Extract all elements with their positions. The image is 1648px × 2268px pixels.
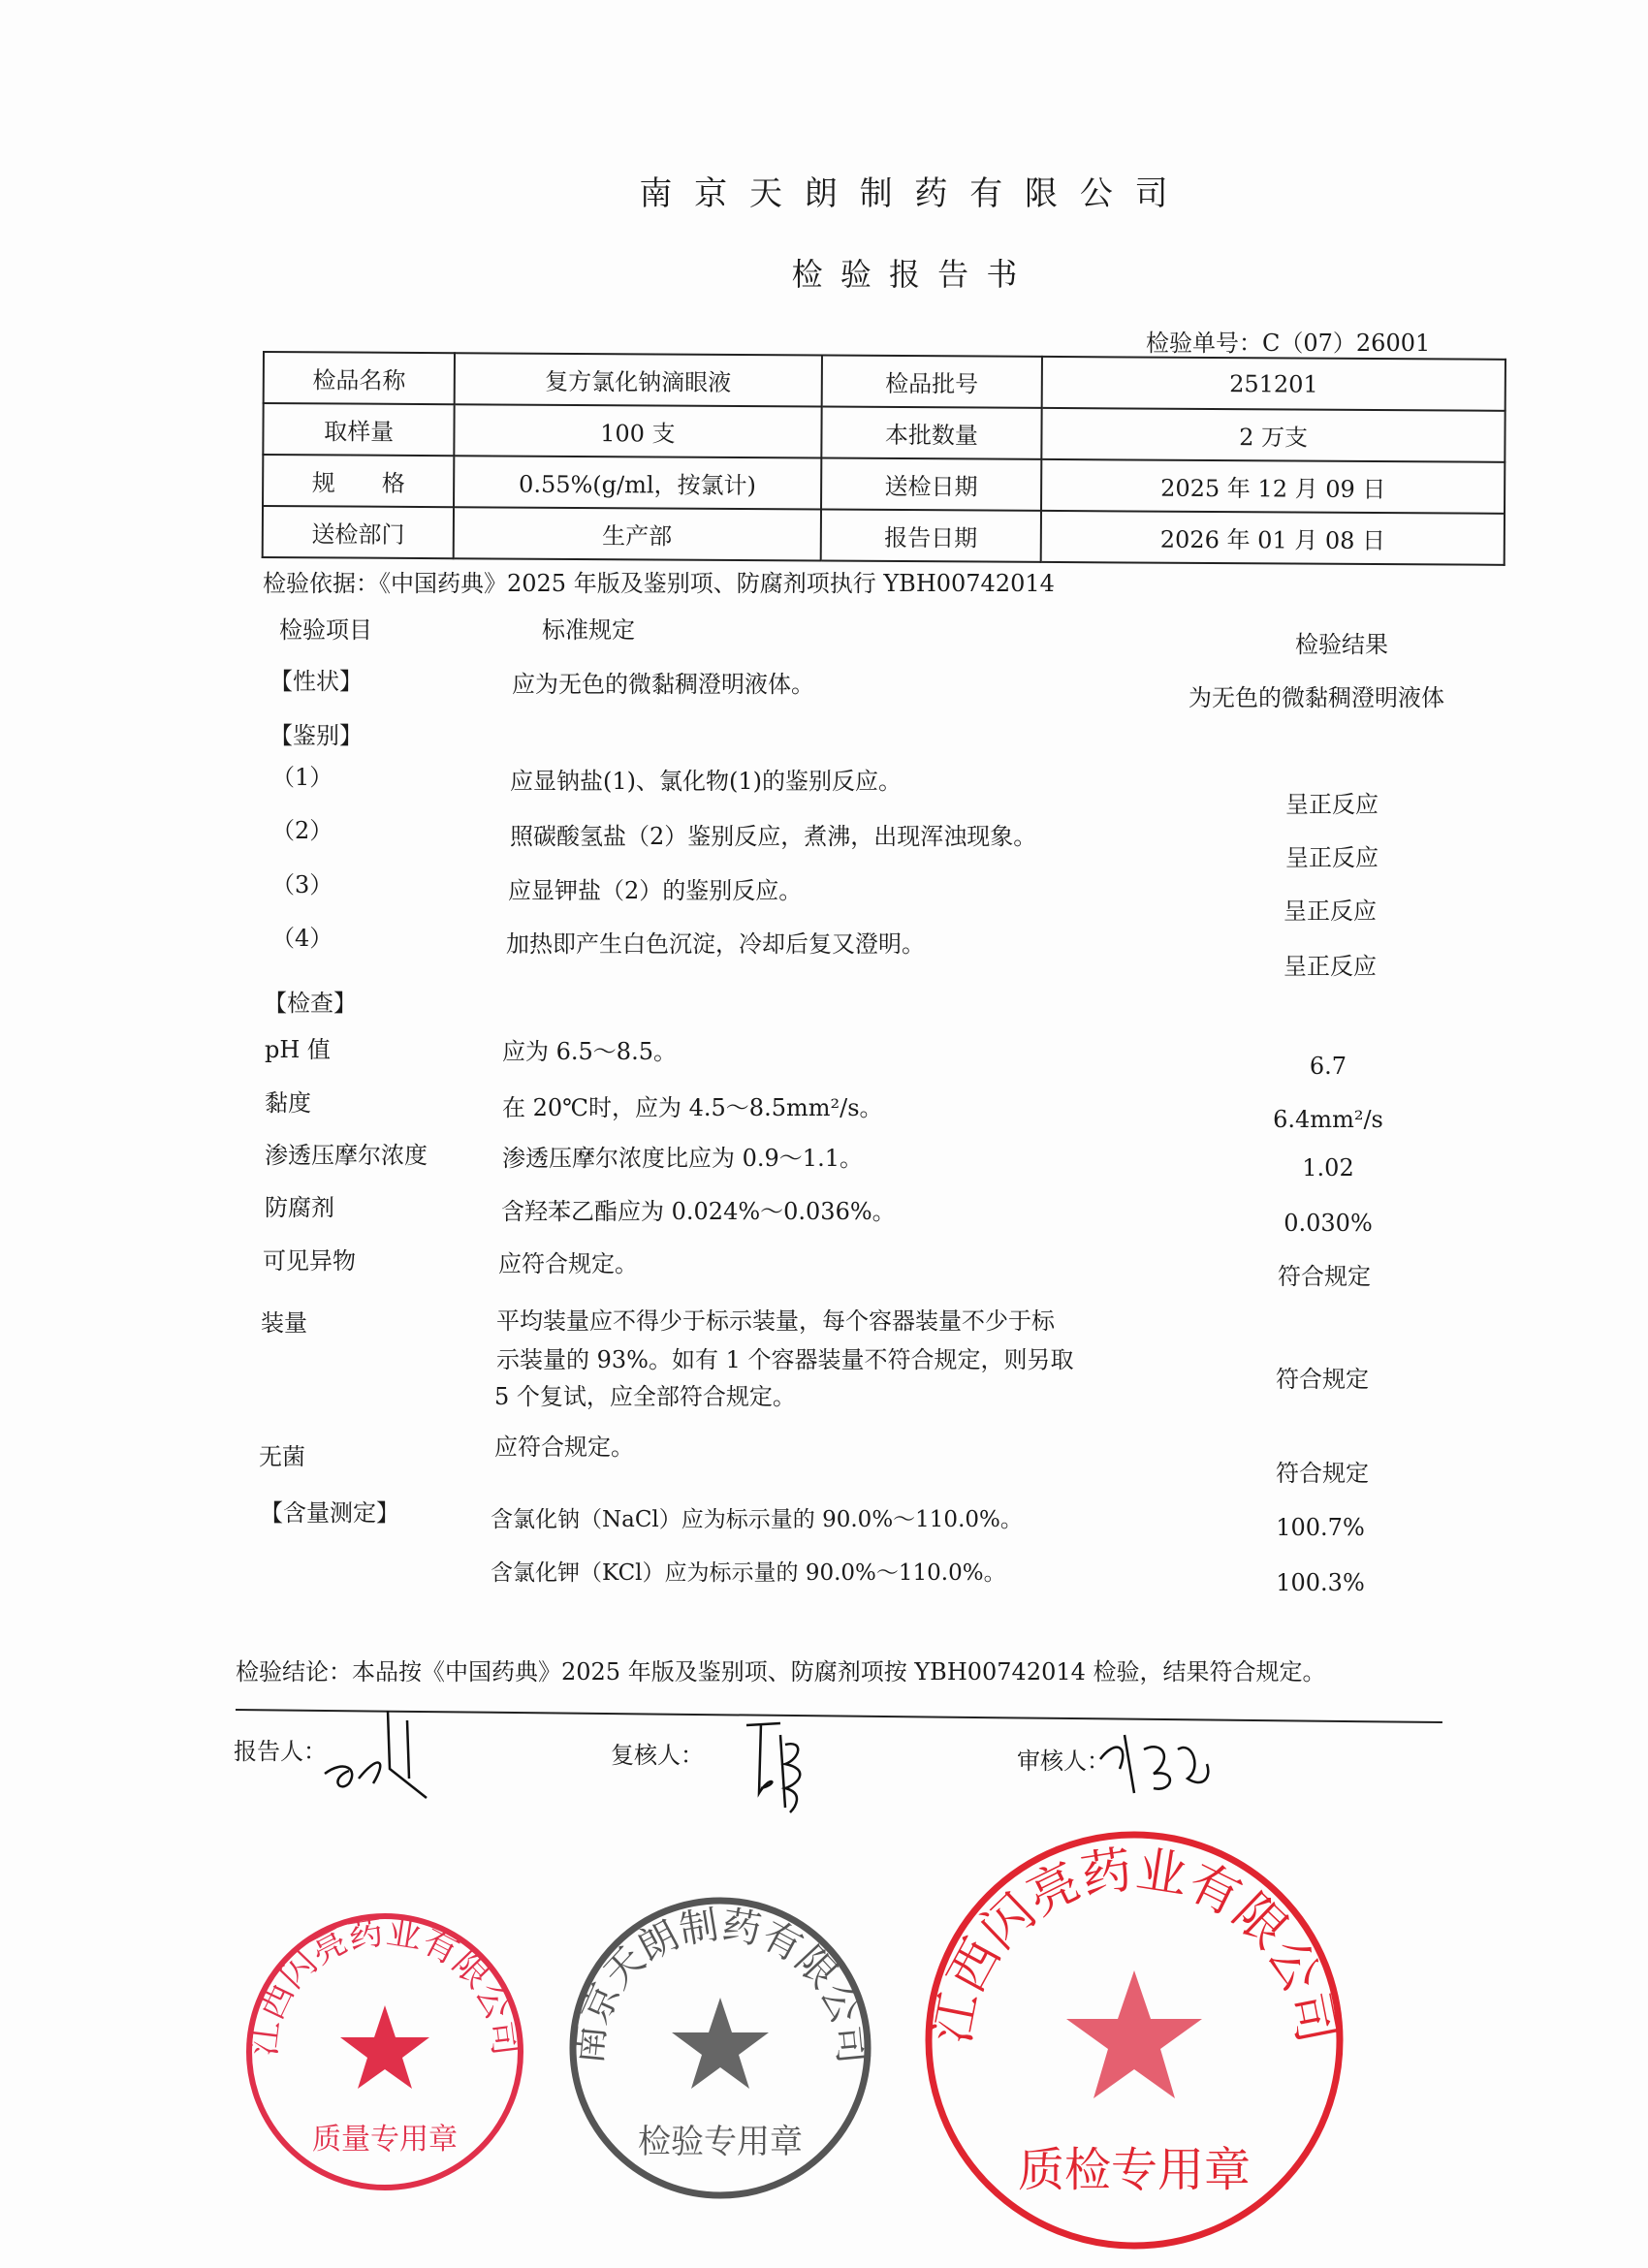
table-row: [264, 352, 1505, 411]
result-text: 为无色的微黏稠澄明液体: [1188, 684, 1444, 711]
result-text: 符合规定: [1276, 1366, 1369, 1393]
result-text: 呈正反应: [1284, 953, 1377, 980]
standard-text: 含氯化钠（NaCl）应为标示量的 90.0%～110.0%。: [491, 1507, 1023, 1532]
item-number: （4）: [271, 925, 333, 952]
standard-text: 应为无色的微黏稠澄明液体。: [512, 671, 814, 698]
cell-label: 规 格: [263, 455, 455, 507]
cell-label: 报告日期: [820, 510, 1041, 562]
column-header-result: 检验结果: [1295, 631, 1388, 658]
item-name: 可见异物: [263, 1247, 356, 1275]
section-identification: 【鉴别】: [269, 722, 363, 749]
item-name: 无菌: [259, 1443, 305, 1470]
result-text: 100.7%: [1276, 1514, 1365, 1541]
result-text: 100.3%: [1276, 1569, 1365, 1596]
table-row: [263, 455, 1505, 514]
cell-label: 送检日期: [821, 458, 1042, 511]
section-inspection: 【检查】: [264, 990, 357, 1017]
item-name: 黏度: [265, 1089, 311, 1117]
cell-value: 251201: [1042, 357, 1505, 411]
standard-text: 应符合规定。: [498, 1250, 638, 1277]
standard-text: 应显钾盐（2）的鉴别反应。: [508, 877, 803, 904]
cell-value: 复方氯化钠滴眼液: [455, 353, 822, 406]
cell-label: 取样量: [263, 403, 455, 456]
item-name: 渗透压摩尔浓度: [265, 1142, 428, 1169]
standard-text: 应符合规定。: [494, 1433, 634, 1461]
stamp-outer-text: 南京天朗制药有限公司: [565, 1903, 875, 2066]
approver-label: 审核人：: [1017, 1748, 1110, 1775]
column-header-item: 检验项目: [279, 616, 372, 644]
result-text: 6.4mm²/s: [1273, 1106, 1383, 1133]
conclusion: 检验结论：本品按《中国药典》2025 年版及鉴别项、防腐剂项按 YBH00742014 检验，结果符合规定。: [236, 1658, 1326, 1685]
cell-value: 100 支: [455, 404, 822, 457]
stamp-outer-text: 江西闪亮药业有限公司: [243, 1911, 526, 2059]
cell-label: 检品名称: [264, 352, 456, 404]
test-basis: 检验依据：《中国药典》2025 年版及鉴别项、防腐剂项执行 YBH00742014: [263, 570, 1055, 597]
item-name: 防腐剂: [265, 1194, 334, 1221]
standard-text: 含氯化钾（KCl）应为标示量的 90.0%～110.0%。: [491, 1560, 1006, 1586]
reviewer-signature: [742, 1716, 829, 1822]
standard-text: 应为 6.5～8.5。: [502, 1038, 677, 1065]
standard-text: 照碳酸氢盐（2）鉴别反应，煮沸，出现浑浊现象。: [510, 823, 1037, 850]
table-row: [263, 506, 1505, 565]
standard-text: 在 20℃时，应为 4.5～8.5mm²/s。: [502, 1094, 883, 1121]
result-text: 符合规定: [1276, 1460, 1369, 1487]
cell-value: 2026 年 01 月 08 日: [1041, 511, 1505, 565]
stamp-inner-text: 质检专用章: [1017, 2143, 1252, 2197]
section-assay: 【含量测定】: [260, 1499, 399, 1527]
red-qc-stamp: [921, 1827, 1347, 2253]
column-header-standard: 标准规定: [542, 616, 635, 644]
cell-value: 0.55%(g/ml，按氯计): [454, 456, 821, 509]
cell-value: 2025 年 12 月 09 日: [1041, 459, 1505, 514]
reviewer-label: 复核人：: [611, 1742, 704, 1769]
stamp-outer-text: 江西闪亮药业有限公司: [923, 1841, 1346, 2049]
cell-label: 送检部门: [263, 506, 455, 558]
standard-text: 5 个复试，应全部符合规定。: [494, 1383, 796, 1410]
result-text: 呈正反应: [1284, 898, 1377, 925]
standard-text: 平均装量应不得少于标示装量，每个容器装量不少于标: [496, 1307, 1055, 1335]
report-number-value: C（07）26001: [1262, 330, 1431, 357]
table-row: [263, 403, 1505, 462]
item-number: （3）: [271, 871, 333, 898]
section-appearance: 【性状】: [269, 668, 363, 695]
report-number: [1146, 330, 1430, 358]
report-title: 检 验 报 告 书: [791, 256, 1022, 293]
standard-text: 应显钠盐(1)、氯化物(1)的鉴别反应。: [510, 768, 902, 795]
item-name: pH 值: [265, 1036, 331, 1063]
approver-signature: [1095, 1720, 1221, 1808]
cell-value: 生产部: [454, 507, 821, 560]
reporter-label: 报告人：: [234, 1738, 327, 1765]
sample-info-table: [262, 351, 1506, 566]
result-text: 1.02: [1302, 1154, 1354, 1181]
cell-label: 本批数量: [821, 407, 1042, 459]
result-text: 呈正反应: [1285, 791, 1379, 818]
result-text: 符合规定: [1278, 1263, 1371, 1290]
result-text: 0.030%: [1284, 1210, 1373, 1237]
reporter-signature: [320, 1701, 465, 1808]
item-name: 装量: [261, 1309, 307, 1337]
result-text: 呈正反应: [1285, 844, 1379, 871]
company-name: 南 京 天 朗 制 药 有 限 公 司: [639, 174, 1174, 213]
stamp-inner-text: 检验专用章: [638, 2123, 803, 2161]
standard-text: 含羟苯乙酯应为 0.024%～0.036%。: [501, 1198, 896, 1225]
result-text: 6.7: [1309, 1053, 1347, 1080]
standard-text: 加热即产生白色沉淀，冷却后复又澄明。: [506, 930, 925, 958]
item-number: （2）: [271, 817, 333, 844]
gray-inspection-stamp: [567, 1895, 873, 2201]
standard-text: 示装量的 93%。如有 1 个容器装量不符合规定，则另取: [496, 1346, 1074, 1373]
red-quality-stamp: [242, 1909, 527, 2194]
cell-label: 检品批号: [821, 356, 1042, 408]
report-number-label: 检验单号：: [1146, 330, 1262, 357]
cell-value: 2 万支: [1042, 408, 1505, 462]
standard-text: 渗透压摩尔浓度比应为 0.9～1.1。: [502, 1145, 863, 1172]
item-number: （1）: [271, 764, 333, 791]
stamp-inner-text: 质量专用章: [312, 2123, 458, 2157]
